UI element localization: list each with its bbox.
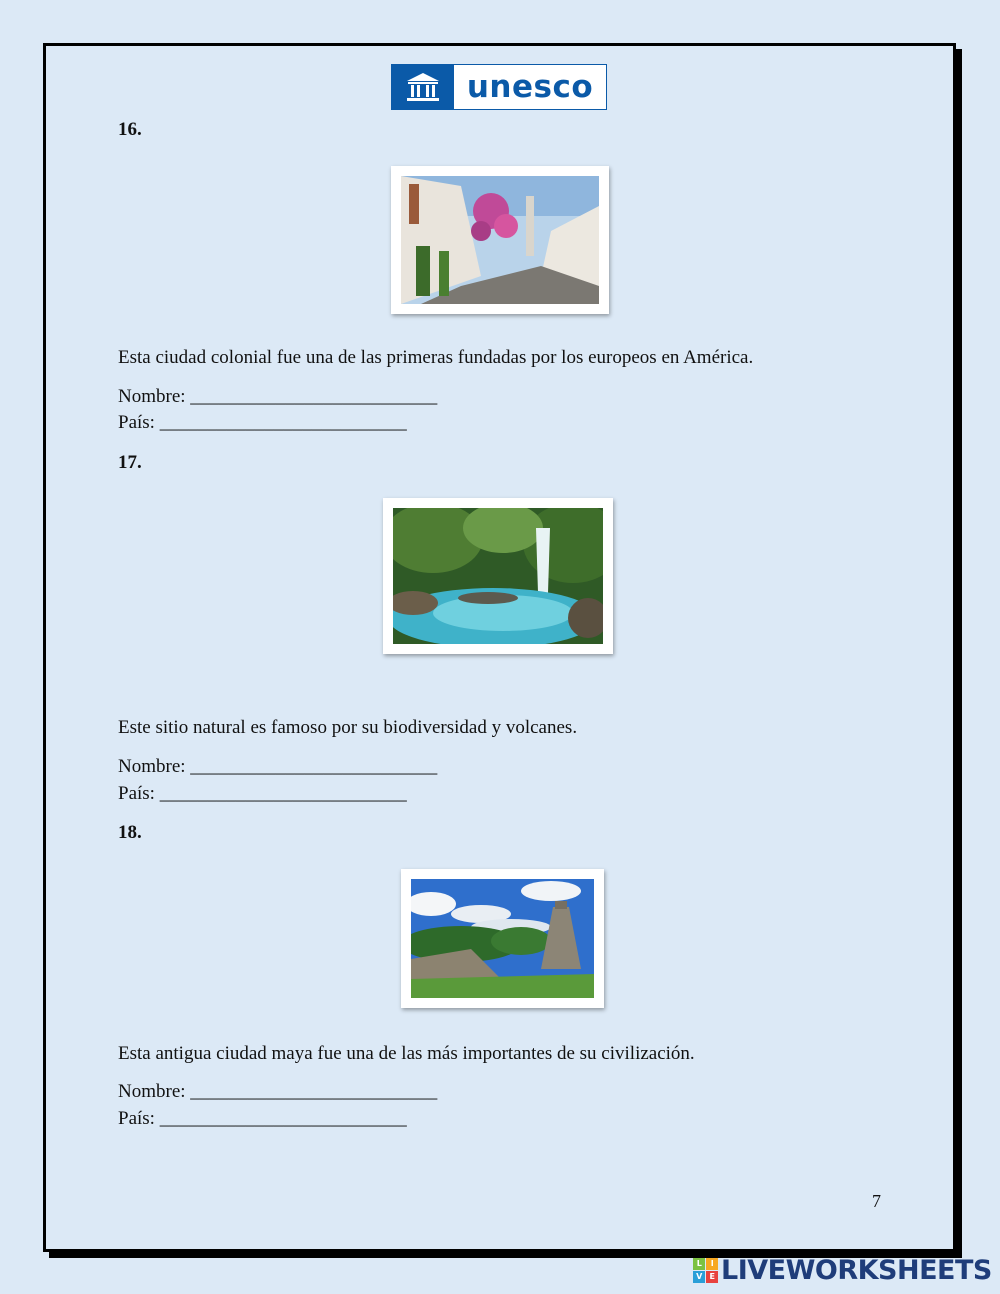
liveworksheets-text: LIVEWORKSHEETS [721, 1255, 992, 1286]
name-answer-row [118, 1081, 437, 1103]
name-label: Nombre: [118, 756, 186, 777]
maya-ruins-photo [401, 869, 604, 1008]
waterfall-photo [383, 498, 613, 654]
country-answer-row [118, 1108, 407, 1130]
name-answer-line[interactable]: __________________________ [190, 1081, 438, 1102]
country-answer-line[interactable]: __________________________ [159, 783, 407, 804]
name-answer-row [118, 756, 437, 778]
name-answer-line[interactable]: __________________________ [190, 756, 438, 777]
question-text: Este sitio natural es famoso por su biodiversidad y volcanes. [118, 717, 578, 738]
question-number: 16. [118, 119, 142, 140]
temple-icon [392, 65, 454, 109]
question-number: 18. [118, 822, 142, 843]
unesco-logo [391, 64, 607, 110]
country-label: País: [118, 1108, 155, 1129]
name-label: Nombre: [118, 386, 186, 407]
country-answer-row [118, 412, 407, 434]
colonial-street-photo [391, 166, 609, 314]
country-answer-line[interactable]: __________________________ [159, 412, 407, 433]
country-answer-line[interactable]: __________________________ [159, 1108, 407, 1129]
country-label: País: [118, 783, 155, 804]
question-text: Esta antigua ciudad maya fue una de las más importantes de su civilización. [118, 1043, 695, 1064]
name-answer-line[interactable]: __________________________ [190, 386, 438, 407]
liveworksheets-mark-icon: L I V E [693, 1258, 718, 1283]
name-answer-row [118, 386, 437, 408]
country-label: País: [118, 412, 155, 433]
page-number: 7 [872, 1191, 881, 1211]
liveworksheets-logo [693, 1255, 992, 1286]
question-text: Esta ciudad colonial fue una de las primeras fundadas por los europeos en América. [118, 347, 754, 368]
name-label: Nombre: [118, 1081, 186, 1102]
country-answer-row [118, 783, 407, 805]
logo-text: unesco [466, 69, 594, 105]
question-number: 17. [118, 452, 142, 473]
